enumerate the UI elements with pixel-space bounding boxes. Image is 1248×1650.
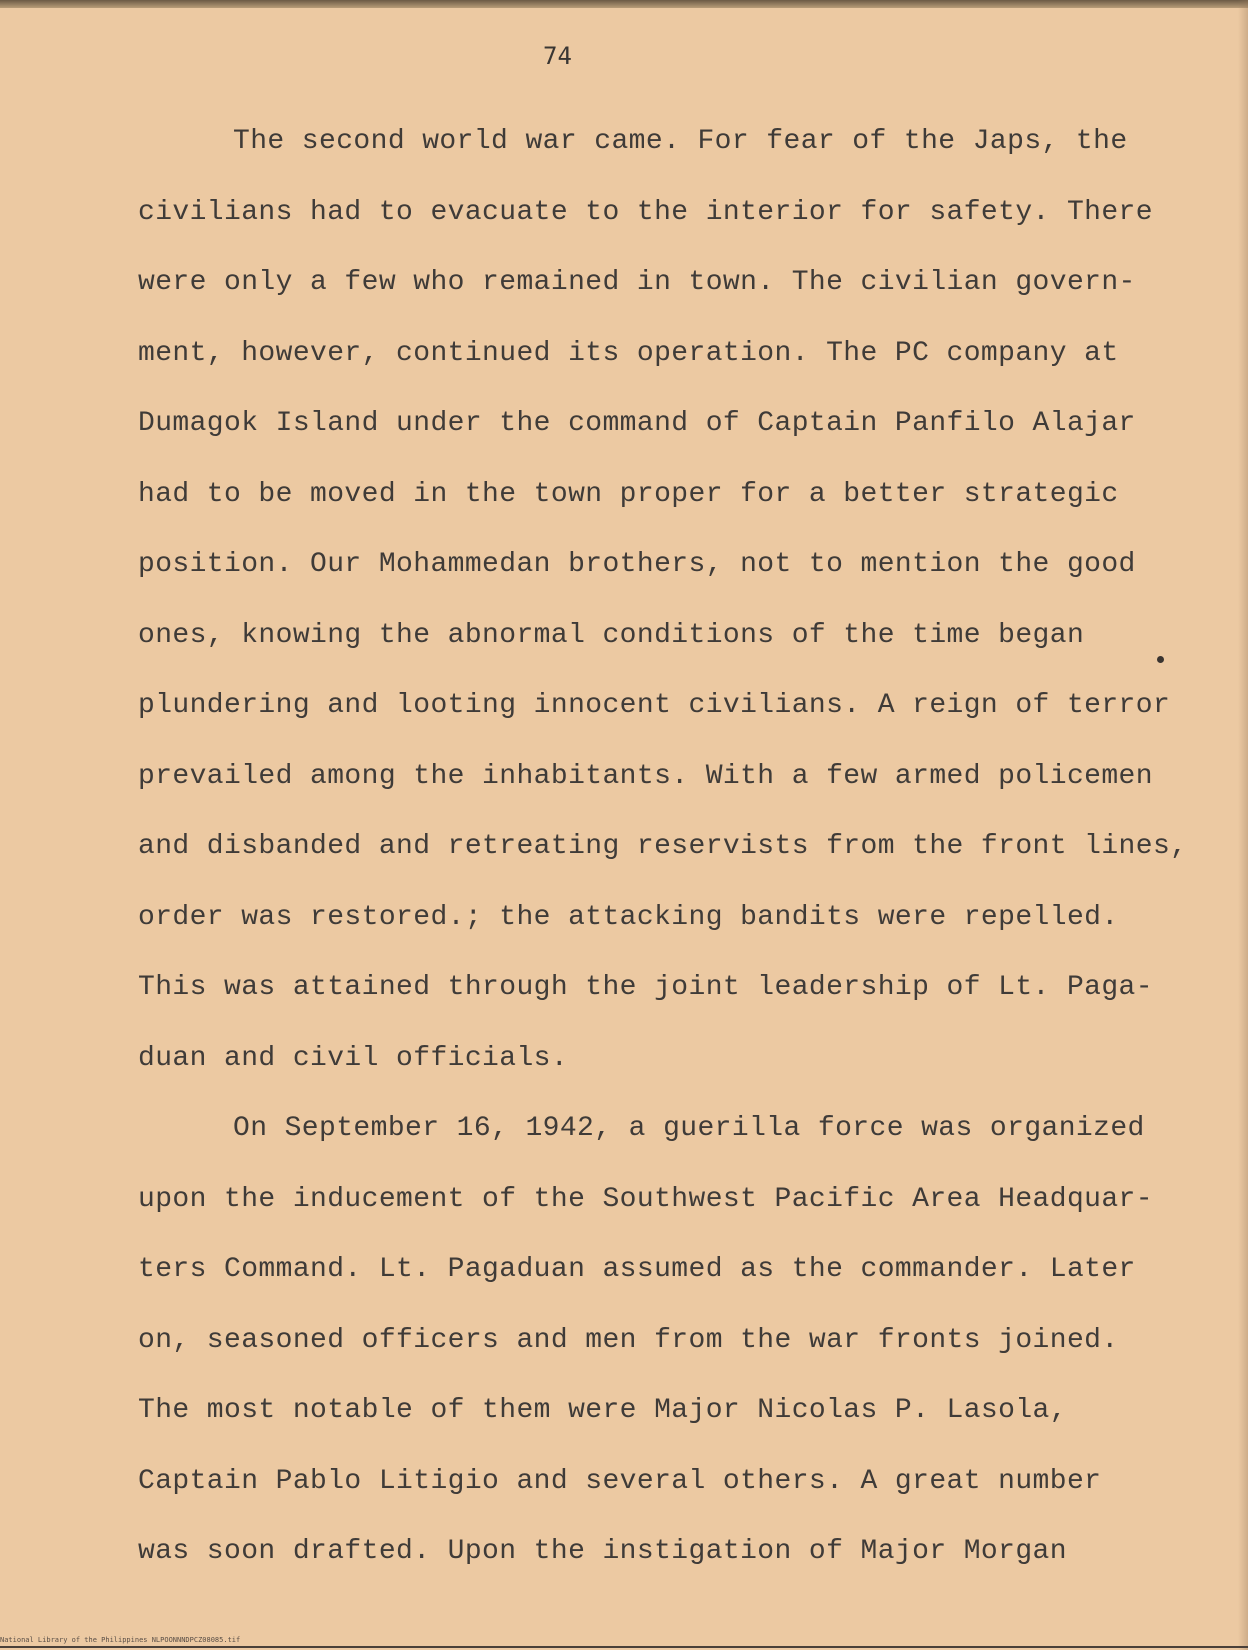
text-line: upon the inducement of the Southwest Pacific Area Headquar- (138, 1183, 1153, 1215)
page-number: 74 (543, 42, 572, 70)
text-line: on, seasoned officers and men from the war fronts joined. (138, 1324, 1119, 1356)
text-line: were only a few who remained in town. The civilian govern- (138, 267, 1136, 298)
text-line: duan and civil officials. (138, 1042, 569, 1074)
typed-body-text (138, 114, 1198, 1595)
text-line: order was restored.; the attacking bandits were repelled. (138, 901, 1119, 933)
text-line: Dumagok Island under the command of Captain Panfilo Alajar (138, 408, 1136, 439)
text-line: ters Command. Lt. Pagaduan assumed as the commander. Later (138, 1254, 1136, 1285)
text-line: This was attained through the joint leadership of Lt. Paga- (138, 972, 1153, 1003)
text-line: The most notable of them were Major Nicolas P. Lasola, (138, 1395, 1067, 1426)
text-line: prevailed among the inhabitants. With a few armed policemen (138, 760, 1153, 792)
footer-rule (0, 1646, 1248, 1648)
text-line: and disbanded and retreating reservists from the front lines, (138, 831, 1188, 862)
text-line: had to be moved in the town proper for a better strategic (138, 478, 1119, 510)
page-edge-shadow (1238, 0, 1248, 1650)
page-top-edge (0, 0, 1248, 8)
text-line: plundering and looting innocent civilians. A reign of terror (138, 690, 1171, 721)
scan-footer-caption: National Library of the Philippines NLPOONNNDPCZ08085.tif (0, 1636, 241, 1644)
text-line: was soon drafted. Upon the instigation of Major Morgan (138, 1536, 1067, 1567)
text-line: civilians had to evacuate to the interior for safety. There (138, 196, 1153, 228)
text-line: Captain Pablo Litigio and several others. A great number (138, 1465, 1102, 1497)
text-line: ment, however, continued its operation. The PC company at (138, 337, 1119, 369)
text-line: ones, knowing the abnormal conditions of the time began (138, 619, 1085, 651)
ink-spot (1157, 656, 1164, 663)
text-line: The second world war came. For fear of the Japs, the (233, 126, 1128, 157)
text-line: position. Our Mohammedan brothers, not to mention the good (138, 549, 1136, 580)
text-line: On September 16, 1942, a guerilla force was organized (233, 1113, 1145, 1144)
